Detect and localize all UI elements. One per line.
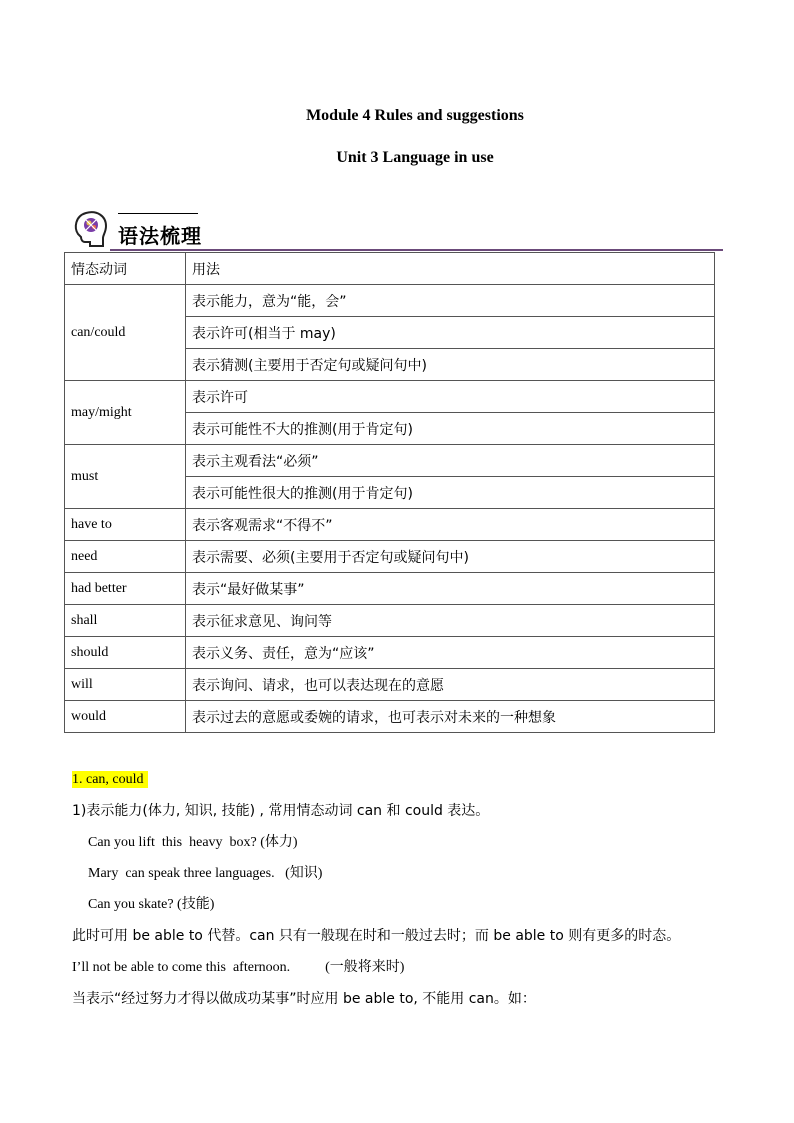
table-row bbox=[65, 637, 715, 669]
notes-point: 1)表示能力(体力, 知识, 技能) , 常用情态动词 can 和 could 表达。 bbox=[72, 803, 490, 820]
table-row bbox=[65, 573, 715, 605]
usage-cell: 表示主观看法“必须” bbox=[186, 445, 715, 477]
usage-cell: 表示询问、请求，也可以表达现在的意愿 bbox=[186, 669, 715, 701]
table-row bbox=[65, 669, 715, 701]
table-row bbox=[65, 285, 715, 317]
usage-cell: 表示过去的意愿或委婉的请求，也可表示对未来的一种想象 bbox=[186, 701, 715, 733]
example-sentence: Mary can speak three languages. (知识) bbox=[88, 865, 323, 881]
table-row bbox=[65, 445, 715, 477]
notes-heading-line bbox=[72, 768, 732, 799]
head-brain-icon bbox=[70, 208, 112, 250]
table-row bbox=[65, 381, 715, 413]
page-subtitle: Unit 3 Language in use bbox=[336, 149, 494, 166]
section-header bbox=[70, 208, 724, 252]
table-row bbox=[65, 509, 715, 541]
usage-cell: 表示许可(相当于 may) bbox=[186, 317, 715, 349]
table-row bbox=[65, 541, 715, 573]
modal-verbs-table bbox=[64, 252, 715, 733]
example-sentence: Can you lift this heavy box? (体力) bbox=[88, 834, 298, 850]
notes-section bbox=[72, 768, 732, 1018]
example-sentence: I’ll not be able to come this afternoon. (一般将来时) bbox=[72, 959, 405, 975]
table-row bbox=[65, 701, 715, 733]
modal-verb-cell: need bbox=[65, 541, 186, 573]
notes-text: 当表示“经过努力才得以做成功某事”时应用 be able to, 不能用 can。如： bbox=[72, 991, 536, 1008]
page-title: Module 4 Rules and suggestions bbox=[306, 107, 524, 124]
modal-verb-cell: must bbox=[65, 445, 186, 509]
heading-top-rule bbox=[118, 213, 198, 214]
table-row bbox=[65, 605, 715, 637]
heading-rule bbox=[110, 249, 723, 251]
table-header-row bbox=[65, 253, 715, 285]
usage-cell: 表示征求意见、询问等 bbox=[186, 605, 715, 637]
usage-cell: 表示许可 bbox=[186, 381, 715, 413]
modal-verb-cell: can/could bbox=[65, 285, 186, 381]
table-header-cell: 用法 bbox=[186, 253, 715, 285]
modal-verb-cell: will bbox=[65, 669, 186, 701]
usage-cell: 表示客观需求“不得不” bbox=[186, 509, 715, 541]
modal-verb-cell: shall bbox=[65, 605, 186, 637]
modal-verb-cell: should bbox=[65, 637, 186, 669]
usage-cell: 表示猜测(主要用于否定句或疑问句中) bbox=[186, 349, 715, 381]
modal-verb-cell: may/might bbox=[65, 381, 186, 445]
notes-text: 此时可用 be able to 代替。can 只有一般现在时和一般过去时；而 be able to 则有更多的时态。 bbox=[72, 928, 681, 945]
modal-verb-cell: would bbox=[65, 701, 186, 733]
usage-cell: 表示可能性很大的推测(用于肯定句) bbox=[186, 477, 715, 509]
notes-heading: 1. can, could bbox=[72, 771, 148, 788]
usage-cell: 表示可能性不大的推测(用于肯定句) bbox=[186, 413, 715, 445]
example-sentence: Can you skate? (技能) bbox=[88, 897, 215, 913]
table-header-cell: 情态动词 bbox=[65, 253, 186, 285]
section-heading: 语法梳理 bbox=[118, 224, 202, 248]
usage-cell: 表示义务、责任，意为“应该” bbox=[186, 637, 715, 669]
usage-cell: 表示“最好做某事” bbox=[186, 573, 715, 605]
usage-cell: 表示需要、必须(主要用于否定句或疑问句中) bbox=[186, 541, 715, 573]
modal-verb-cell: had better bbox=[65, 573, 186, 605]
usage-cell: 表示能力，意为“能，会” bbox=[186, 285, 715, 317]
modal-verb-cell: have to bbox=[65, 509, 186, 541]
